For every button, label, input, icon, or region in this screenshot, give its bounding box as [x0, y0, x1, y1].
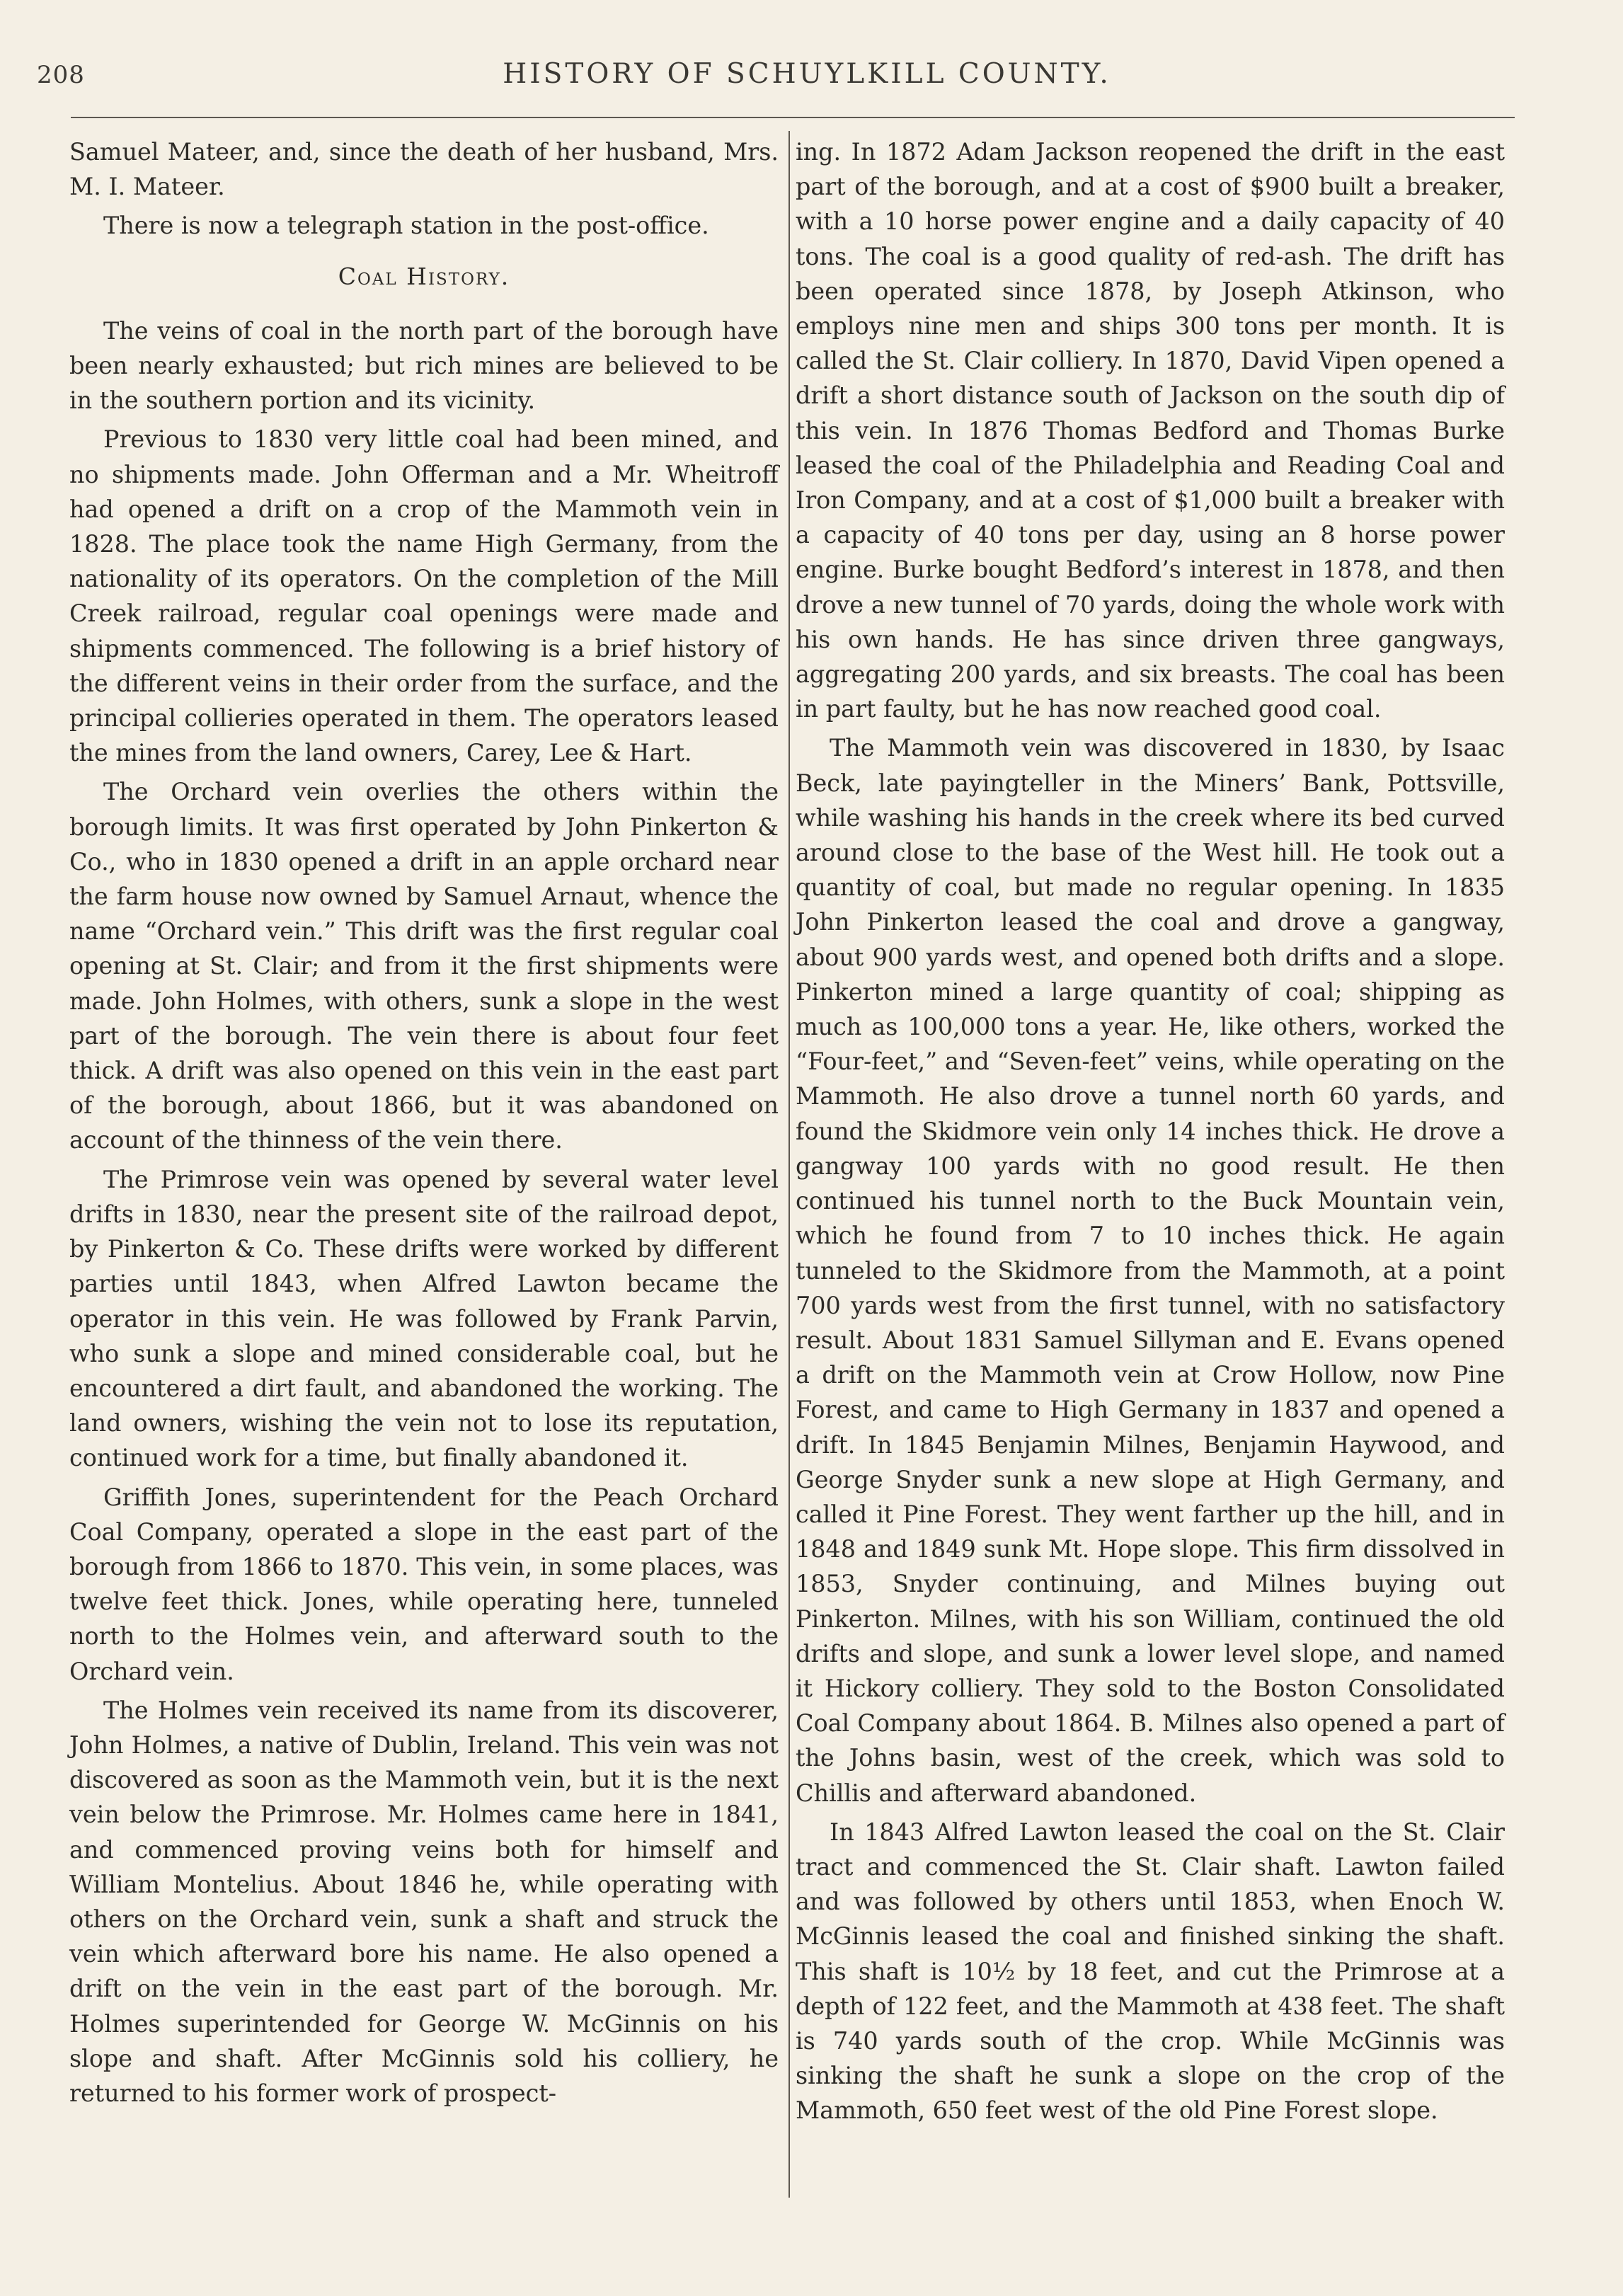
paragraph: Griffith Jones, superintendent for the Peach Orchard Coal Company, operated a slope in the east part of the borough from 1866 to 1870. This vein, in some places, was twelve feet thick. Jones, while operating here, tunneled north to the Holmes vein, and afterward south to the Orchard vein. [69, 1483, 779, 1685]
paragraph: The Primrose vein was opened by several water level drifts in 1830, near the present site of the railroad depot, by Pinkerton & Co. These drifts were worked by different parties until 1843, when Alfred Lawton became the operator in this vein. He was followed by Frank Parvin, who sunk a slope and mined considerable coal, but he encountered a dirt fault, and abandoned the working. The land owners, wishing the vein not to lose its reputation, continued work for a time, but finally abandoned it. [69, 1165, 779, 1472]
left-column [69, 134, 779, 2115]
right-column [796, 134, 1505, 2133]
paragraph: The veins of coal in the north part of the borough have been nearly exhausted; but rich mines are believed to be in the southern portion and its vicinity. [69, 316, 779, 415]
column-divider [788, 131, 790, 2198]
paragraph: The Mammoth vein was discovered in 1830, by Isaac Beck, late payingteller in the Miners’ Bank, Pottsville, while washing his hands in the creek where its bed curved around close to the base of the West hill. He took out a quantity of coal, but made no regular opening. In 1835 John Pinkerton leased the coal and drove a gangway, about 900 yards west, and opened both drifts and a slope. Pinkerton mined a large quantity of coal; shipping as much as 100,000 tons a year. He, like others, worked the “Four-feet,” and “Seven-feet” veins, while operating on the Mammoth. He also drove a tunnel north 60 yards, and found the Skidmore vein only 14 inches thick. He drove a gangway 100 yards with no good result. He then continued his tunnel north to the Buck Mountain vein, which he found from 7 to 10 inches thick. He again tunneled to the Skidmore from the Mammoth, at a point 700 yards west from the first tunnel, with no satisfactory result. About 1831 Samuel Sillyman and E. Evans opened a drift on the Mammoth vein at Crow Hollow, now Pine Forest, and came to High Germany in 1837 and opened a drift. In 1845 Benjamin Milnes, Benjamin Haywood, and George Snyder sunk a new slope at High Germany, and called it Pine Forest. They went farther up the hill, and in 1848 and 1849 sunk Mt. Hope slope. This firm dissolved in 1853, Snyder continuing, and Milnes buying out Pinkerton. Milnes, with his son William, continued the old drifts and slope, and sunk a lower level slope, and named it Hickory colliery. They sold to the Boston Consolidated Coal Company about 1864. B. Milnes also opened a part of the Johns basin, west of the creek, which was sold to Chillis and afterward abandoned. [796, 734, 1505, 1807]
running-head: HISTORY OF SCHUYLKILL COUNTY. [503, 58, 1111, 90]
page-number: 208 [37, 61, 85, 89]
paragraph: The Holmes vein received its name from its discoverer, John Holmes, a native of Dublin, Ireland. This vein was not discovered as soon as the Mammoth vein, but it is the next vein below the Primrose. Mr. Holmes came here in 1841, and commenced proving veins both for himself and William Montelius. About 1846 he, while operating with others on the Orchard vein, sunk a shaft and struck the vein which afterward bore his name. He also opened a drift on the vein in the east part of the borough. Mr. Holmes superintended for George W. McGinnis on his slope and shaft. After McGinnis sold his colliery, he returned to his former work of prospect- [69, 1696, 779, 2107]
paragraph: ing. In 1872 Adam Jackson reopened the drift in the east part of the borough, and at a cost of $900 built a breaker, with a 10 horse power engine and a daily capacity of 40 tons. The coal is a good quality of red-ash. The drift has been operated since 1878, by Joseph Atkinson, who employs nine men and ships 300 tons per month. It is called the St. Clair colliery. In 1870, David Vipen opened a drift a short distance south of Jackson on the south dip of this vein. In 1876 Thomas Bedford and Thomas Burke leased the coal of the Philadelphia and Reading Coal and Iron Company, and at a cost of $1,000 built a breaker with a capacity of 40 tons per day, using an 8 horse power engine. Burke bought Bedford’s interest in 1878, and then drove a new tunnel of 70 yards, doing the whole work with his own hands. He has since driven three gangways, aggregating 200 yards, and six breasts. The coal has been in part faulty, but he has now reached good coal. [796, 138, 1505, 723]
header-rule [71, 117, 1515, 118]
section-heading: Coal History. [338, 262, 510, 290]
paragraph: Previous to 1830 very little coal had been mined, and no shipments made. John Offerman and a Mr. Wheitroff had opened a drift on a crop of the Mammoth vein in 1828. The place took the name High Germany, from the nationality of its operators. On the completion of the Mill Creek railroad, regular coal openings were made and shipments commenced. The following is a brief history of the different veins in their order from the surface, and the principal collieries operated in them. The operators leased the mines from the land owners, Carey, Lee & Hart. [69, 425, 779, 767]
paragraph: The Orchard vein overlies the others within the borough limits. It was first operated by John Pinkerton & Co., who in 1830 opened a drift in an apple orchard near the farm house now owned by Samuel Arnaut, whence the name “Orchard vein.” This drift was the first regular coal opening at St. Clair; and from it the first shipments were made. John Holmes, with others, sunk a slope in the west part of the borough. The vein there is about four feet thick. A drift was also opened on this vein in the east part of the borough, about 1866, but it was abandoned on account of the thinness of the vein there. [69, 778, 779, 1154]
paragraph: In 1843 Alfred Lawton leased the coal on the St. Clair tract and commenced the St. Clair shaft. Lawton failed and was followed by others until 1853, when Enoch W. McGinnis leased the coal and finished sinking the shaft. This shaft is 10½ by 18 feet, and cut the Primrose at a depth of 122 feet, and the Mammoth at 438 feet. The shaft is 740 yards south of the crop. While McGinnis was sinking the shaft he sunk a slope on the crop of the Mammoth, 650 feet west of the old Pine Forest slope. [796, 1818, 1505, 2125]
paragraph: There is now a telegraph station in the post-office. [103, 212, 709, 240]
paragraph: Samuel Mateer, and, since the death of her husband, Mrs. M. I. Mateer. [69, 138, 779, 201]
